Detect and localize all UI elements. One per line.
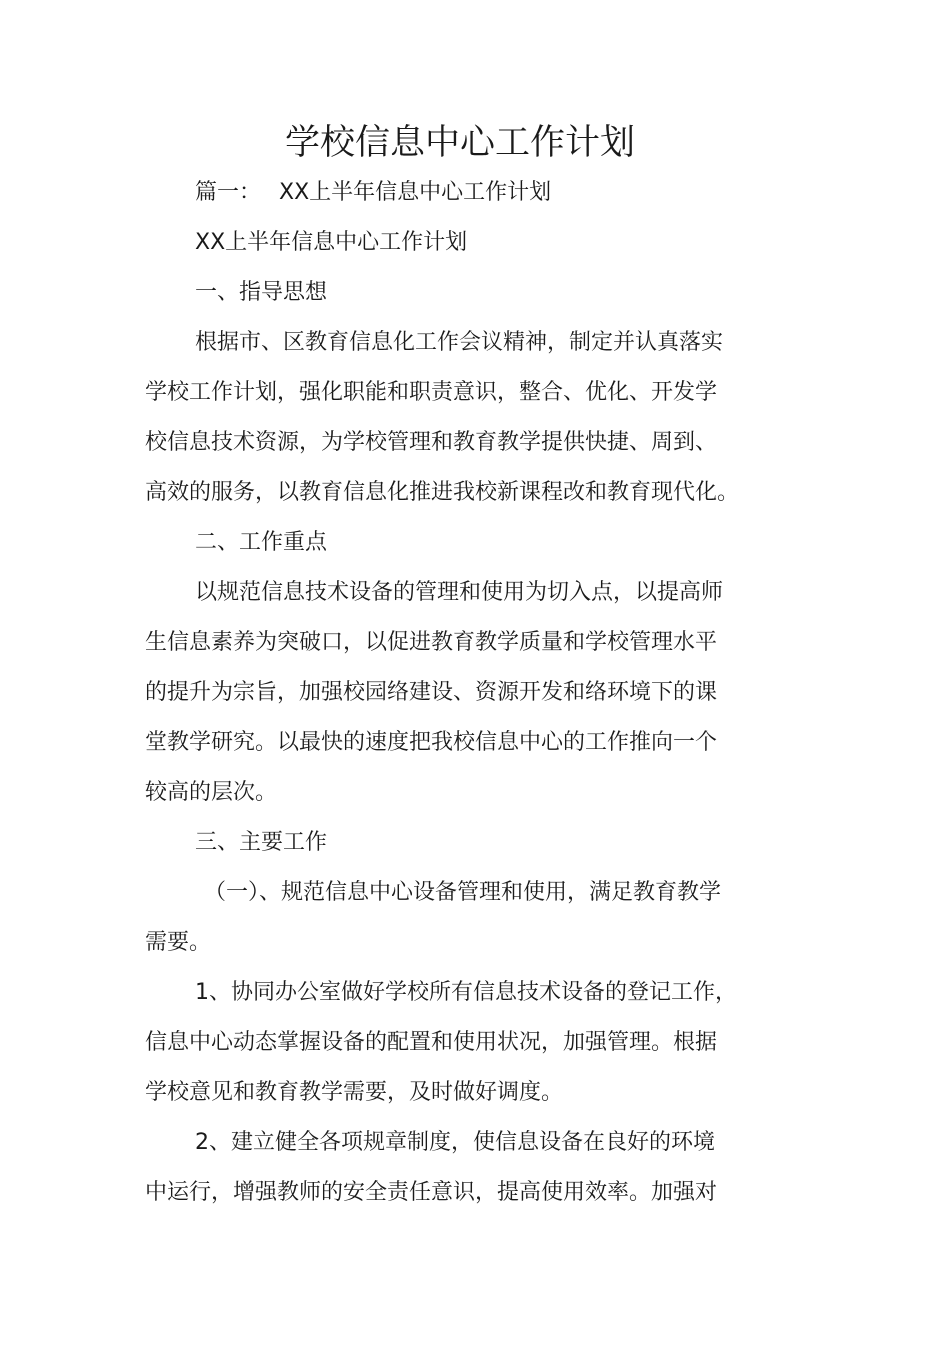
paragraph-line: 中运行，增强教师的安全责任意识，提高使用效率。加强对 <box>145 1180 718 1205</box>
chapter-label: 篇一： <box>195 180 262 205</box>
paragraph-line: 1、协同办公室做好学校所有信息技术设备的登记工作， <box>195 980 737 1005</box>
paragraph-line: 以规范信息技术设备的管理和使用为切入点，以提高师 <box>195 580 724 605</box>
paragraph-line: 的提升为宗旨，加强校园络建设、资源开发和络环境下的课 <box>145 680 718 705</box>
paragraph-line: （一）、规范信息中心设备管理和使用，满足教育教学 <box>204 880 722 905</box>
paragraph-line: 校信息技术资源，为学校管理和教育教学提供快捷、周到、 <box>145 430 718 455</box>
paragraph-line: 根据市、区教育信息化工作会议精神，制定并认真落实 <box>195 330 724 355</box>
chapter-line <box>195 178 551 208</box>
paragraph-line: 需要。 <box>145 930 212 955</box>
paragraph-line: 较高的层次。 <box>145 780 278 805</box>
paragraph-line: 信息中心动态掌握设备的配置和使用状况，加强管理。根据 <box>145 1030 718 1055</box>
paragraph-line: 学校工作计划，强化职能和职责意识，整合、优化、开发学 <box>145 380 718 405</box>
paragraph-line: 学校意见和教育教学需要，及时做好调度。 <box>145 1080 564 1105</box>
chapter-title: XX上半年信息中心工作计划 <box>279 180 552 205</box>
paragraph-line: 2、建立健全各项规章制度，使信息设备在良好的环境 <box>195 1130 715 1155</box>
section-heading-main-work: 三、主要工作 <box>195 830 328 855</box>
paragraph-line: 堂教学研究。以最快的速度把我校信息中心的工作推向一个 <box>145 730 718 755</box>
section-heading-work-focus: 二、工作重点 <box>195 530 328 555</box>
paragraph-line: 高效的服务，以教育信息化推进我校新课程改和教育现代化。 <box>145 480 740 505</box>
document-subtitle: XX上半年信息中心工作计划 <box>195 230 468 255</box>
paragraph-line: 生信息素养为突破口，以促进教育教学质量和学校管理水平 <box>145 630 718 655</box>
section-heading-guiding-thought: 一、指导思想 <box>195 280 328 305</box>
document-title: 学校信息中心工作计划 <box>284 123 635 163</box>
